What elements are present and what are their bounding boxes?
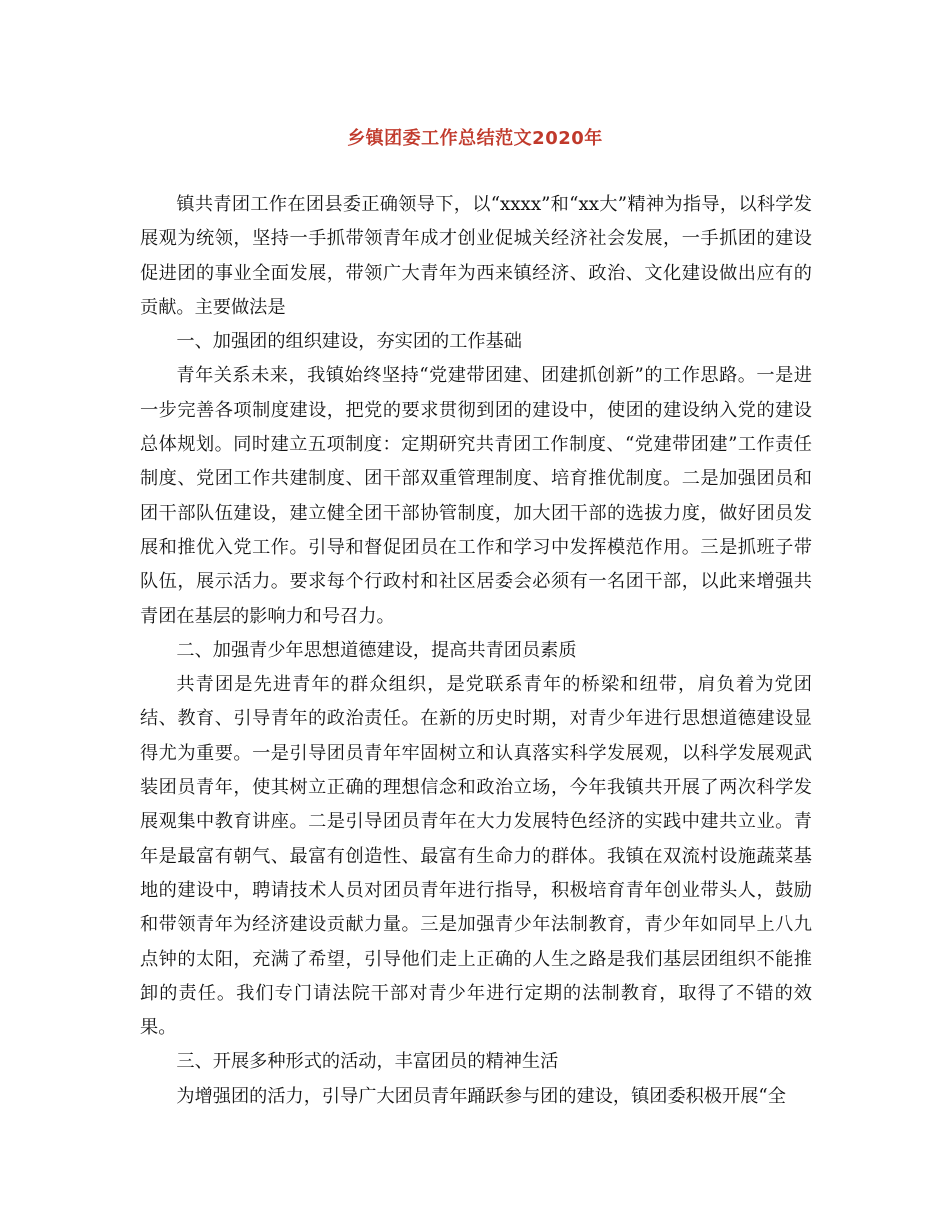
document-title: 乡镇团委工作总结范文2020年 <box>347 128 603 149</box>
paragraph-intro: 镇共青团工作在团县委正确领导下，以“xxxx”和“xx大”精神为指导，以科学发展观为统领，坚持一手抓带领青年成才创业促城关经济社会发展，一手抓团的建设促进团的事业全面发展，带领广大青年为西来镇经济、政治、文化建设做出应有的贡献。主要做法是 <box>140 194 812 318</box>
section-heading-1: 一、加强团的组织建设，夯实团的工作基础 <box>176 331 522 353</box>
section-heading-2: 二、加强青少年思想道德建设，提高共青团员素质 <box>176 639 577 661</box>
document-body <box>140 188 812 1114</box>
paragraph-section-2: 共青团是先进青年的群众组织，是党联系青年的桥梁和纽带，肩负着为党团结、教育、引导青年的政治责任。在新的历史时期，对青少年进行思想道德建设显得尤为重要。一是引导团员青年牢固树立和认真落实科学发展观，以科学发展观武装团员青年，使其树立正确的理想信念和政治立场，今年我镇共开展了两次科学发展观集中教育讲座。二是引导团员青年在大力发展特色经济的实践中建共立业。青年是最富有朝气、最富有创造性、最富有生命力的群体。我镇在双流村设施蔬菜基地的建设中，聘请技术人员对团员青年进行指导，积极培育青年创业带头人，鼓励和带领青年为经济建设贡献力量。三是加强青少年法制教育，青少年如同早上八九点钟的太阳，充满了希望，引导他们走上正确的人生之路是我们基层团组织不能推卸的责任。我们专门请法院干部对青少年进行定期的法制教育，取得了不错的效果。 <box>140 674 812 1039</box>
paragraph-section-1: 青年关系未来，我镇始终坚持“党建带团建、团建抓创新”的工作思路。一是进一步完善各项制度建设，把党的要求贯彻到团的建设中，使团的建设纳入党的建设总体规划。同时建立五项制度：定期研究共青团工作制度、“党建带团建”工作责任制度、党团工作共建制度、团干部双重管理制度、培育推优制度。二是加强团员和团干部队伍建设，建立健全团干部协管制度，加大团干部的选拔力度，做好团员发展和推优入党工作。引导和督促团员在工作和学习中发挥模范作用。三是抓班子带队伍，展示活力。要求每个行政村和社区居委会必须有一名团干部，以此来增强共青团在基层的影响力和号召力。 <box>140 365 812 627</box>
paragraph-section-3: 为增强团的活力，引导广大团员青年踊跃参与团的建设，镇团委积极开展“全 <box>176 1085 786 1107</box>
section-heading-3: 三、开展多种形式的活动，丰富团员的精神生活 <box>176 1051 559 1073</box>
